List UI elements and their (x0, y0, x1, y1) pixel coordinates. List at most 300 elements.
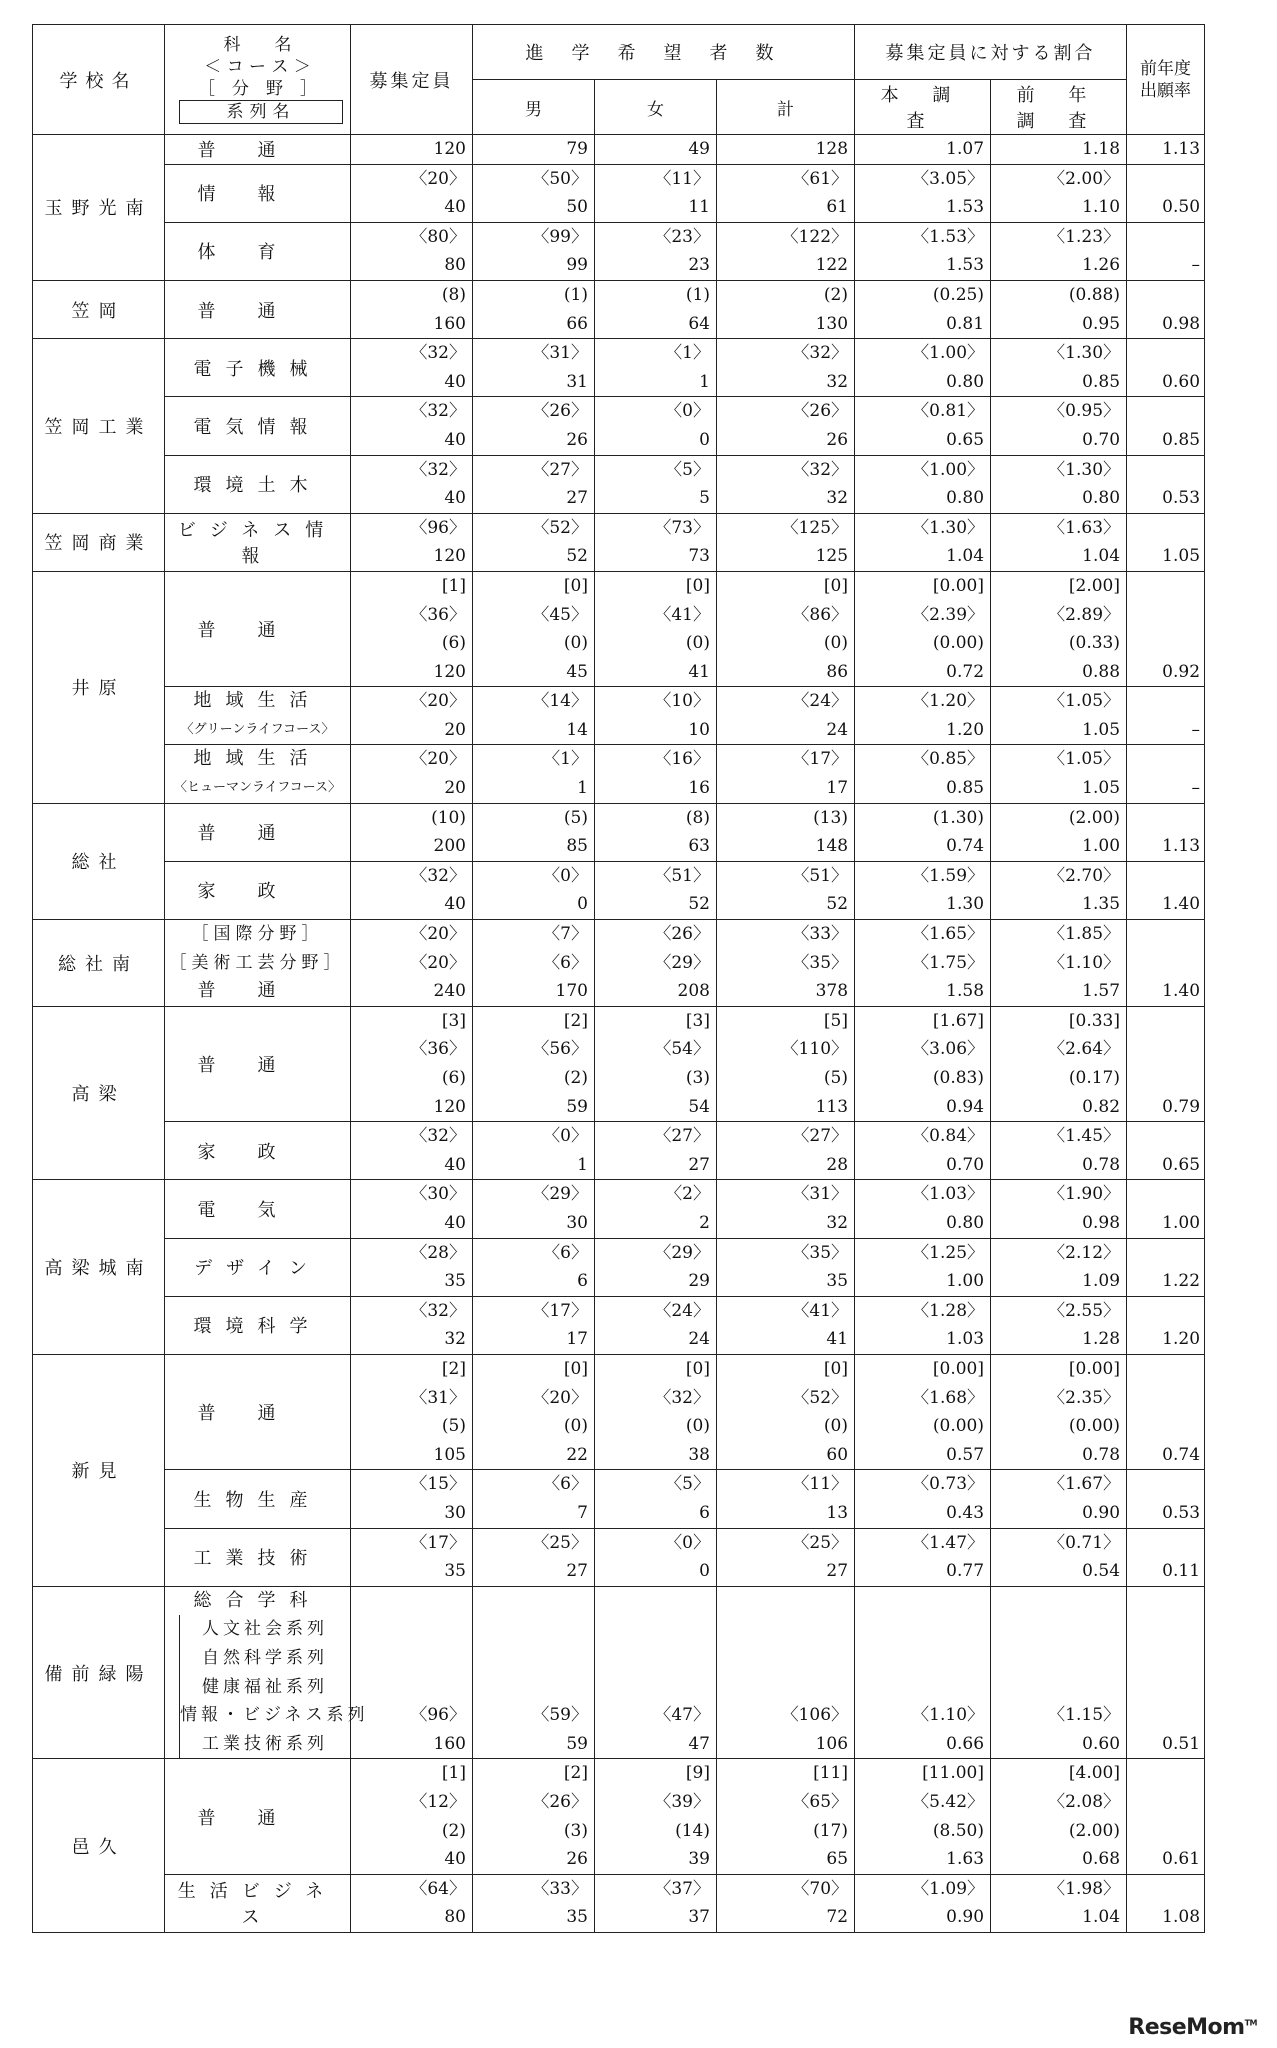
this-survey-value-line: 〈1.65〉 (912, 924, 985, 945)
total-value-line: 〈27〉 (792, 1126, 849, 1147)
prev-rate-line: 0.98 (1162, 313, 1201, 334)
female-value-line: 〈24〉 (654, 1300, 710, 1321)
total-value-line: [11] (813, 1763, 849, 1784)
school-name: 高梁城南 (33, 1180, 165, 1355)
capacity-value-line: (6) (441, 1068, 466, 1089)
this-survey-value-line: 〈3.06〉 (912, 1039, 985, 1060)
male-value-line: 26 (566, 429, 588, 450)
capacity-value-line: (10) (431, 807, 466, 828)
capacity-value-line: 〈96〉 (410, 1705, 466, 1726)
capacity-value-line: 160 (433, 1733, 466, 1754)
last-survey-value-line: 1.05 (1082, 778, 1121, 799)
male-value-line: 79 (566, 139, 588, 159)
female-value-line: 5 (699, 488, 710, 509)
header-kamoku-line: 科 名 (223, 34, 292, 55)
capacity-value (351, 1586, 473, 1759)
male-value (473, 1122, 595, 1180)
male-value-line: [2] (563, 1763, 588, 1784)
total-value-line: 41 (826, 1329, 849, 1350)
male-value (473, 1874, 595, 1932)
total-value (717, 455, 855, 513)
table-row (33, 164, 1205, 222)
female-value-line: (0) (685, 633, 710, 654)
this-survey-value-line: (0.25) (932, 284, 985, 305)
last-survey-value (991, 1122, 1127, 1180)
female-value (595, 1759, 717, 1874)
female-value-line: 〈10〉 (654, 691, 710, 712)
course-label: 地域生活 (193, 690, 322, 712)
last-survey-value (991, 1238, 1127, 1296)
header-prev-rate-line: 前年度 (1140, 58, 1192, 79)
this-survey-value-line: 〈1.47〉 (912, 1532, 985, 1553)
this-survey-value-line: 〈1.75〉 (912, 952, 985, 973)
prev-rate-line: 0.50 (1162, 197, 1201, 218)
capacity-value-line: 40 (444, 197, 466, 218)
course-name (165, 280, 351, 338)
this-survey-value-line: 0.43 (946, 1502, 985, 1523)
this-survey-value-line: 〈5.42〉 (912, 1791, 985, 1812)
last-survey-value-line: 0.90 (1082, 1502, 1121, 1523)
male-value-line: 〈45〉 (532, 604, 588, 625)
this-survey-value-line: (0.83) (932, 1068, 985, 1089)
prev-rate-line: 0.65 (1162, 1154, 1201, 1175)
total-value (717, 513, 855, 571)
prev-rate-value (1127, 164, 1205, 222)
capacity-value-line: (2) (441, 1820, 466, 1841)
prev-rate-line: 1.22 (1162, 1271, 1201, 1292)
capacity-value-line: 〈36〉 (410, 604, 466, 625)
course-label: 普通 (197, 823, 318, 845)
capacity-value-line: [1] (441, 1763, 466, 1784)
course-name (165, 920, 351, 1007)
male-value (473, 861, 595, 919)
course-name (165, 513, 351, 571)
last-survey-value-line: 〈1.15〉 (1048, 1705, 1121, 1726)
course-label: 環境科学 (193, 1316, 322, 1338)
capacity-value-line: 〈30〉 (410, 1184, 466, 1205)
table-row (33, 1238, 1205, 1296)
female-value-line: 64 (688, 313, 710, 334)
prev-rate-value (1127, 1528, 1205, 1586)
female-value-line: 〈5〉 (665, 459, 710, 480)
last-survey-value-line: 0.70 (1082, 429, 1121, 450)
this-survey-value (855, 861, 991, 919)
total-value (717, 687, 855, 745)
capacity-value (351, 1874, 473, 1932)
course-label: 電子機械 (193, 358, 322, 380)
last-survey-value (991, 861, 1127, 919)
male-value-line: 17 (566, 1329, 588, 1350)
course-name (165, 1122, 351, 1180)
capacity-value-line: 40 (444, 371, 466, 392)
female-value-line: 16 (688, 778, 710, 799)
course-label-line: ［美術工芸分野］ (169, 952, 346, 973)
capacity-value (351, 1006, 473, 1121)
female-value-line: 208 (677, 981, 710, 1002)
table-row (33, 920, 1205, 1007)
last-survey-value-line: 〈0.71〉 (1048, 1532, 1121, 1553)
course-label: 生活ビジネス (177, 1881, 338, 1929)
this-survey-value-line: 0.66 (946, 1733, 985, 1754)
capacity-value-line: 〈32〉 (410, 865, 466, 886)
female-value (595, 164, 717, 222)
capacity-value-line: 〈64〉 (410, 1878, 466, 1899)
capacity-value-line: 〈32〉 (410, 459, 466, 480)
school-name: 笠岡商業 (33, 513, 165, 571)
last-survey-value-line: 0.80 (1082, 488, 1121, 509)
this-survey-value-line: 〈1.28〉 (912, 1300, 985, 1321)
course-label: 地域生活 (193, 748, 322, 770)
prev-rate-value (1127, 920, 1205, 1007)
prev-rate-value (1127, 1296, 1205, 1354)
male-value-line: 1 (577, 778, 588, 799)
female-value-line: 〈16〉 (654, 749, 710, 770)
female-value-line: 37 (688, 1907, 710, 1928)
course-label-line: ［国際分野］ (191, 924, 324, 945)
total-value-line: 86 (826, 661, 849, 682)
total-value (717, 745, 855, 803)
last-survey-value (991, 339, 1127, 397)
male-value-line: 14 (566, 719, 588, 740)
male-value-line: 〈26〉 (532, 401, 588, 422)
prev-rate-line: 0.79 (1162, 1096, 1201, 1117)
last-survey-value-line: 〈2.89〉 (1048, 604, 1121, 625)
total-value-line: 〈52〉 (792, 1387, 849, 1408)
male-value-line: 〈52〉 (532, 517, 588, 538)
female-value (595, 920, 717, 1007)
course-name (165, 1874, 351, 1932)
male-value-line: 〈99〉 (532, 226, 588, 247)
capacity-value-line: 160 (433, 313, 466, 334)
capacity-value-line: 〈20〉 (410, 749, 466, 770)
last-survey-value-line: 〈1.45〉 (1048, 1126, 1121, 1147)
female-value (595, 1238, 717, 1296)
last-survey-value-line: 〈0.95〉 (1048, 401, 1121, 422)
last-survey-value-line: 〈1.30〉 (1048, 343, 1121, 364)
capacity-value-line: 〈17〉 (410, 1532, 466, 1553)
capacity-value-line: 40 (444, 429, 466, 450)
capacity-value (351, 571, 473, 686)
last-survey-value (991, 397, 1127, 455)
this-survey-value-line: [11.00] (922, 1763, 985, 1784)
capacity-value-line: 40 (444, 1213, 466, 1234)
last-survey-value (991, 455, 1127, 513)
course-name (165, 1238, 351, 1296)
logo-text: ReseMom (1128, 2015, 1245, 2040)
female-value-line: 23 (688, 255, 710, 276)
this-survey-value-line: 0.74 (946, 836, 985, 857)
prev-rate-value (1127, 135, 1205, 165)
capacity-value-line: 〈96〉 (410, 517, 466, 538)
this-survey-value-line: 1.00 (946, 1271, 985, 1292)
total-value-line: 113 (815, 1096, 849, 1117)
this-survey-value-line: 〈1.30〉 (912, 517, 985, 538)
this-survey-value (855, 1296, 991, 1354)
course-name (165, 164, 351, 222)
capacity-value (351, 280, 473, 338)
female-value-line: 〈23〉 (654, 226, 710, 247)
last-survey-value-line: 0.95 (1082, 313, 1121, 334)
male-value-line: 35 (566, 1907, 588, 1928)
capacity-value-line: (5) (441, 1416, 466, 1437)
last-survey-value-line: 〈1.05〉 (1048, 691, 1121, 712)
header-last-survey: 前 年 調 査 (991, 80, 1127, 135)
male-value-line: 66 (566, 313, 588, 334)
total-value-line: 28 (826, 1154, 849, 1175)
last-survey-value (991, 1354, 1127, 1469)
prev-rate-value (1127, 1006, 1205, 1121)
this-survey-value-line: 〈1.25〉 (912, 1242, 985, 1263)
total-value-line: 〈35〉 (792, 952, 849, 973)
this-survey-value (855, 1122, 991, 1180)
total-value (717, 920, 855, 1007)
last-survey-value-line: 0.54 (1082, 1561, 1121, 1582)
male-value (473, 1180, 595, 1238)
female-value (595, 803, 717, 861)
school-name: 邑久 (33, 1759, 165, 1933)
male-value (473, 397, 595, 455)
total-value-line: 32 (826, 371, 849, 392)
school-name: 玉野光南 (33, 135, 165, 281)
course-label: デザイン (194, 1258, 321, 1280)
this-survey-value-line: 1.30 (946, 894, 985, 915)
this-survey-value (855, 1759, 991, 1874)
female-value (595, 687, 717, 745)
male-value (473, 1586, 595, 1759)
total-value (717, 135, 855, 165)
header-prev-rate (1127, 25, 1205, 135)
male-value (473, 135, 595, 165)
total-value-line: (0) (823, 633, 849, 654)
total-value-line: 148 (815, 836, 849, 857)
header-applicants: 進学希望者数 (473, 25, 855, 80)
female-value-line: 63 (688, 836, 710, 857)
male-value (473, 513, 595, 571)
male-value-line: 〈25〉 (532, 1532, 588, 1553)
capacity-value (351, 1238, 473, 1296)
male-value-line: 〈27〉 (532, 459, 588, 480)
course-label: 普通 (197, 1807, 318, 1829)
capacity-value-line: 20 (444, 778, 466, 799)
last-survey-value-line: 〈2.35〉 (1048, 1387, 1121, 1408)
this-survey-value-line: 0.70 (946, 1154, 985, 1175)
table-row (33, 513, 1205, 571)
prev-rate-value (1127, 1122, 1205, 1180)
last-survey-value-line: (2.00) (1068, 807, 1121, 828)
total-value (717, 1470, 855, 1528)
prev-rate-line: 0.11 (1162, 1561, 1201, 1582)
total-value-line: (0) (823, 1416, 849, 1437)
last-survey-value-line: 1.05 (1082, 719, 1121, 740)
last-survey-value-line: 1.35 (1082, 894, 1121, 915)
last-survey-value-line: 0.85 (1082, 371, 1121, 392)
last-survey-value (991, 513, 1127, 571)
course-name (165, 1586, 369, 1759)
last-survey-value-line: 〈1.23〉 (1048, 226, 1121, 247)
table-row (33, 1874, 1205, 1932)
capacity-value (351, 513, 473, 571)
this-survey-value (855, 920, 991, 1007)
this-survey-value-line: 〈1.03〉 (912, 1184, 985, 1205)
course-label: 電気 (197, 1200, 318, 1222)
course-label: ビジネス情報 (177, 520, 338, 568)
female-value-line: 〈29〉 (654, 952, 710, 973)
capacity-value (351, 1528, 473, 1586)
prev-rate-value (1127, 455, 1205, 513)
this-survey-value-line: 1.03 (946, 1329, 985, 1350)
total-value-line: 〈33〉 (792, 924, 849, 945)
this-survey-value-line: 〈3.05〉 (912, 168, 985, 189)
prev-rate-value (1127, 222, 1205, 280)
prev-rate-value (1127, 280, 1205, 338)
this-survey-value-line: 0.85 (946, 778, 985, 799)
last-survey-value (991, 687, 1127, 745)
last-survey-value (991, 745, 1127, 803)
capacity-value (351, 1180, 473, 1238)
total-value-line: [0] (823, 1359, 849, 1379)
this-survey-value-line: (1.30) (932, 807, 985, 828)
male-value-line: 31 (566, 371, 588, 392)
prev-rate-line: 1.00 (1162, 1213, 1201, 1234)
male-value (473, 803, 595, 861)
capacity-value-line: 〈80〉 (410, 226, 466, 247)
female-value (595, 1296, 717, 1354)
keiretsu-item: 工業技術系列 (202, 1733, 328, 1754)
school-name: 新見 (33, 1354, 165, 1586)
last-survey-value-line: (2.00) (1068, 1820, 1121, 1841)
capacity-value-line: 〈20〉 (410, 924, 466, 945)
total-value-line: 〈26〉 (792, 401, 849, 422)
total-value (717, 1528, 855, 1586)
capacity-value (351, 687, 473, 745)
last-survey-value (991, 1006, 1127, 1121)
capacity-value (351, 455, 473, 513)
total-value-line: (17) (813, 1820, 849, 1841)
male-value (473, 1296, 595, 1354)
male-value-line: 〈50〉 (532, 168, 588, 189)
this-survey-value-line: 〈0.84〉 (912, 1126, 985, 1147)
last-survey-value-line: 〈1.63〉 (1048, 517, 1121, 538)
table-row (33, 455, 1205, 513)
capacity-value-line: 40 (444, 894, 466, 915)
total-value-line: 17 (826, 778, 849, 799)
last-survey-value-line: (0.33) (1068, 633, 1121, 654)
prev-rate-line: 1.13 (1162, 836, 1201, 857)
prev-rate-line: 0.61 (1162, 1849, 1201, 1870)
female-value-line: 49 (688, 139, 710, 159)
last-survey-value-line: [0.33] (1068, 1010, 1121, 1031)
total-value (717, 1122, 855, 1180)
school-name: 笠岡工業 (33, 339, 165, 514)
last-survey-value-line: 0.82 (1082, 1096, 1121, 1117)
capacity-value (351, 164, 473, 222)
last-survey-value (991, 1296, 1127, 1354)
total-value-line: 〈32〉 (792, 459, 849, 480)
course-name (165, 1006, 351, 1121)
table-row (33, 1586, 1205, 1759)
this-survey-value (855, 135, 991, 165)
this-survey-value-line: 0.80 (946, 1213, 985, 1234)
female-value (595, 1122, 717, 1180)
capacity-value-line: [1] (441, 575, 466, 596)
capacity-value-line: 105 (433, 1444, 466, 1465)
header-ratio: 募集定員に対する割合 (855, 25, 1127, 80)
female-value-line: [0] (685, 1359, 710, 1379)
prev-rate-line: – (1191, 719, 1201, 740)
this-survey-value (855, 571, 991, 686)
female-value-line: 〈2〉 (665, 1184, 710, 1205)
capacity-value-line: [2] (441, 1359, 466, 1379)
last-survey-value-line: 0.98 (1082, 1213, 1121, 1234)
capacity-value (351, 745, 473, 803)
male-value-line: 26 (566, 1849, 588, 1870)
this-survey-value (855, 513, 991, 571)
last-survey-value-line: 〈1.05〉 (1048, 749, 1121, 770)
capacity-value-line: 80 (444, 255, 466, 276)
resemom-logo (1128, 2015, 1257, 2040)
male-value-line: 〈14〉 (532, 691, 588, 712)
last-survey-value-line: 〈2.70〉 (1048, 865, 1121, 886)
total-value-line: 65 (826, 1849, 849, 1870)
total-value (717, 280, 855, 338)
male-value (473, 687, 595, 745)
header-prev-rate-line: 出願率 (1140, 80, 1192, 101)
header-kamoku (165, 25, 351, 135)
course-label: 体育 (197, 242, 318, 264)
total-value-line: (5) (823, 1068, 849, 1089)
this-survey-value-line: 0.57 (946, 1444, 985, 1465)
course-name (165, 135, 351, 165)
male-value-line: 7 (577, 1502, 588, 1523)
table-row (33, 1296, 1205, 1354)
male-value-line: 50 (566, 197, 588, 218)
course-label: 普通 (197, 1403, 318, 1425)
total-value-line: 〈41〉 (792, 1300, 849, 1321)
last-survey-value-line: 1.18 (1082, 139, 1121, 159)
total-value (717, 397, 855, 455)
male-value-line: 22 (566, 1444, 588, 1465)
total-value-line: 26 (826, 429, 849, 450)
female-value (595, 1180, 717, 1238)
prev-rate-line: 1.05 (1162, 546, 1201, 567)
this-survey-value-line: 1.58 (946, 981, 985, 1002)
male-value-line: (2) (563, 1068, 588, 1089)
last-survey-value-line: 〈2.12〉 (1048, 1242, 1121, 1263)
table-row (33, 280, 1205, 338)
table-row (33, 1470, 1205, 1528)
school-name: 備前緑陽 (33, 1586, 165, 1759)
capacity-value (351, 1759, 473, 1874)
total-value-line: 24 (826, 719, 849, 740)
male-value-line: 45 (566, 661, 588, 682)
female-value-line: [9] (685, 1763, 710, 1784)
capacity-value-line: 80 (444, 1907, 466, 1928)
male-value (473, 455, 595, 513)
female-value-line: 〈0〉 (665, 401, 710, 422)
school-name: 井原 (33, 571, 165, 803)
male-value-line: [0] (563, 575, 588, 596)
this-survey-value (855, 1586, 991, 1759)
table-row (33, 687, 1205, 745)
female-value (595, 135, 717, 165)
last-survey-value-line: 〈1.67〉 (1048, 1474, 1121, 1495)
male-value-line: 〈17〉 (532, 1300, 588, 1321)
this-survey-value (855, 1006, 991, 1121)
this-survey-value-line: 0.81 (946, 313, 985, 334)
female-value-line: 1 (699, 371, 710, 392)
capacity-value-line: 〈28〉 (410, 1242, 466, 1263)
last-survey-value-line: 1.10 (1082, 197, 1121, 218)
